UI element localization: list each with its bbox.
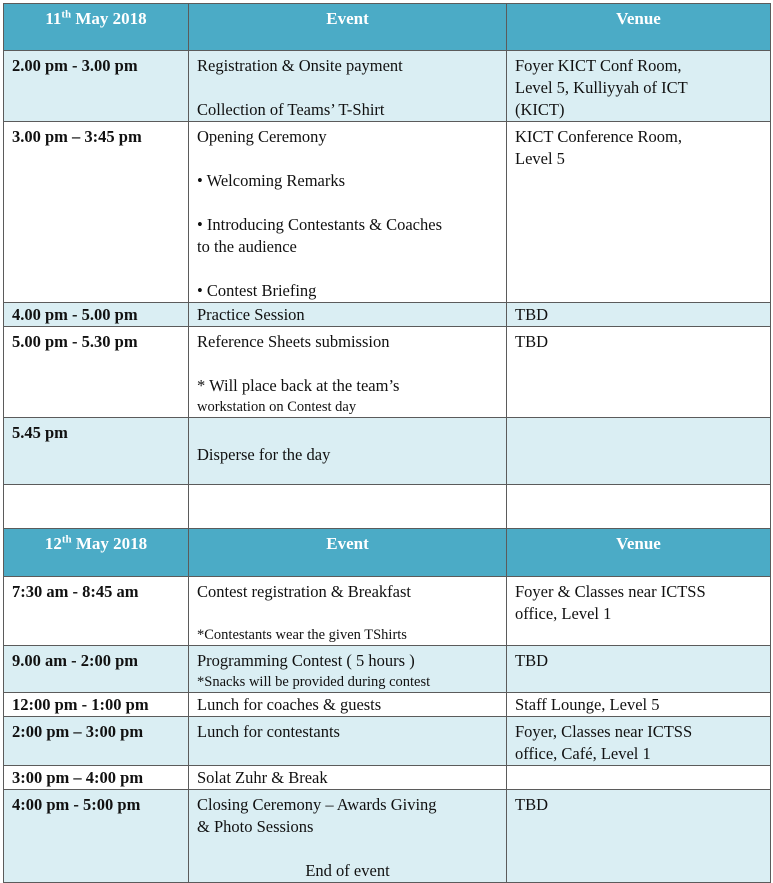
event-cell: Registration & Onsite payment Collection of Teams’ T-Shirt — [189, 51, 507, 122]
event-cell: Solat Zuhr & Break — [189, 766, 507, 790]
table-row — [4, 418, 771, 485]
table-row — [4, 51, 771, 122]
venue-cell — [507, 766, 771, 790]
day1-event-header: Event — [189, 4, 507, 51]
venue-cell: Foyer & Classes near ICTSS office, Level 1 — [507, 577, 771, 646]
venue-cell — [507, 418, 771, 485]
table-row — [4, 303, 771, 327]
day1-date-header: 11th May 2018 — [4, 4, 189, 51]
venue-cell: TBD — [507, 790, 771, 883]
time-cell: 5.45 pm — [4, 418, 189, 485]
event-cell: Practice Session — [189, 303, 507, 327]
table-row — [4, 122, 771, 303]
time-cell: 3.00 pm – 3:45 pm — [4, 122, 189, 303]
time-cell: 2:00 pm – 3:00 pm — [4, 717, 189, 766]
day1-venue-header: Venue — [507, 4, 771, 51]
day2-event-header: Event — [189, 529, 507, 577]
venue-cell: Foyer KICT Conf Room, Level 5, Kulliyyah of ICT (KICT) — [507, 51, 771, 122]
venue-cell: KICT Conference Room, Level 5 — [507, 122, 771, 303]
day2-header-row — [4, 529, 771, 577]
table-row — [4, 766, 771, 790]
event-cell: Closing Ceremony – Awards Giving & Photo Sessions End of event — [189, 790, 507, 883]
event-cell: Contest registration & Breakfast *Contestants wear the given TShirts — [189, 577, 507, 646]
spacer-row — [4, 485, 771, 529]
event-cell: Programming Contest ( 5 hours ) *Snacks will be provided during contest — [189, 646, 507, 693]
event-cell: Lunch for coaches & guests — [189, 693, 507, 717]
table-row — [4, 693, 771, 717]
event-cell: Reference Sheets submission * Will place back at the team’s workstation on Contest day — [189, 327, 507, 418]
venue-cell: Staff Lounge, Level 5 — [507, 693, 771, 717]
table-row — [4, 577, 771, 646]
day2-date-header: 12th May 2018 — [4, 529, 189, 577]
table-row — [4, 790, 771, 883]
time-cell: 5.00 pm - 5.30 pm — [4, 327, 189, 418]
time-cell: 9.00 am - 2:00 pm — [4, 646, 189, 693]
time-cell: 4:00 pm - 5:00 pm — [4, 790, 189, 883]
day1-header-row — [4, 4, 771, 51]
event-cell: Opening Ceremony • Welcoming Remarks • Introducing Contestants & Coaches to the audience • Contest Briefing — [189, 122, 507, 303]
event-cell: Lunch for contestants — [189, 717, 507, 766]
day2-venue-header: Venue — [507, 529, 771, 577]
table-row — [4, 646, 771, 693]
venue-cell: TBD — [507, 327, 771, 418]
time-cell: 4.00 pm - 5.00 pm — [4, 303, 189, 327]
time-cell: 7:30 am - 8:45 am — [4, 577, 189, 646]
venue-cell: TBD — [507, 303, 771, 327]
venue-cell: Foyer, Classes near ICTSS office, Café, Level 1 — [507, 717, 771, 766]
table-row — [4, 717, 771, 766]
venue-cell: TBD — [507, 646, 771, 693]
time-cell: 3:00 pm – 4:00 pm — [4, 766, 189, 790]
schedule-table — [3, 3, 771, 883]
event-cell: Disperse for the day — [189, 418, 507, 485]
time-cell: 2.00 pm - 3.00 pm — [4, 51, 189, 122]
table-row — [4, 327, 771, 418]
time-cell: 12:00 pm - 1:00 pm — [4, 693, 189, 717]
